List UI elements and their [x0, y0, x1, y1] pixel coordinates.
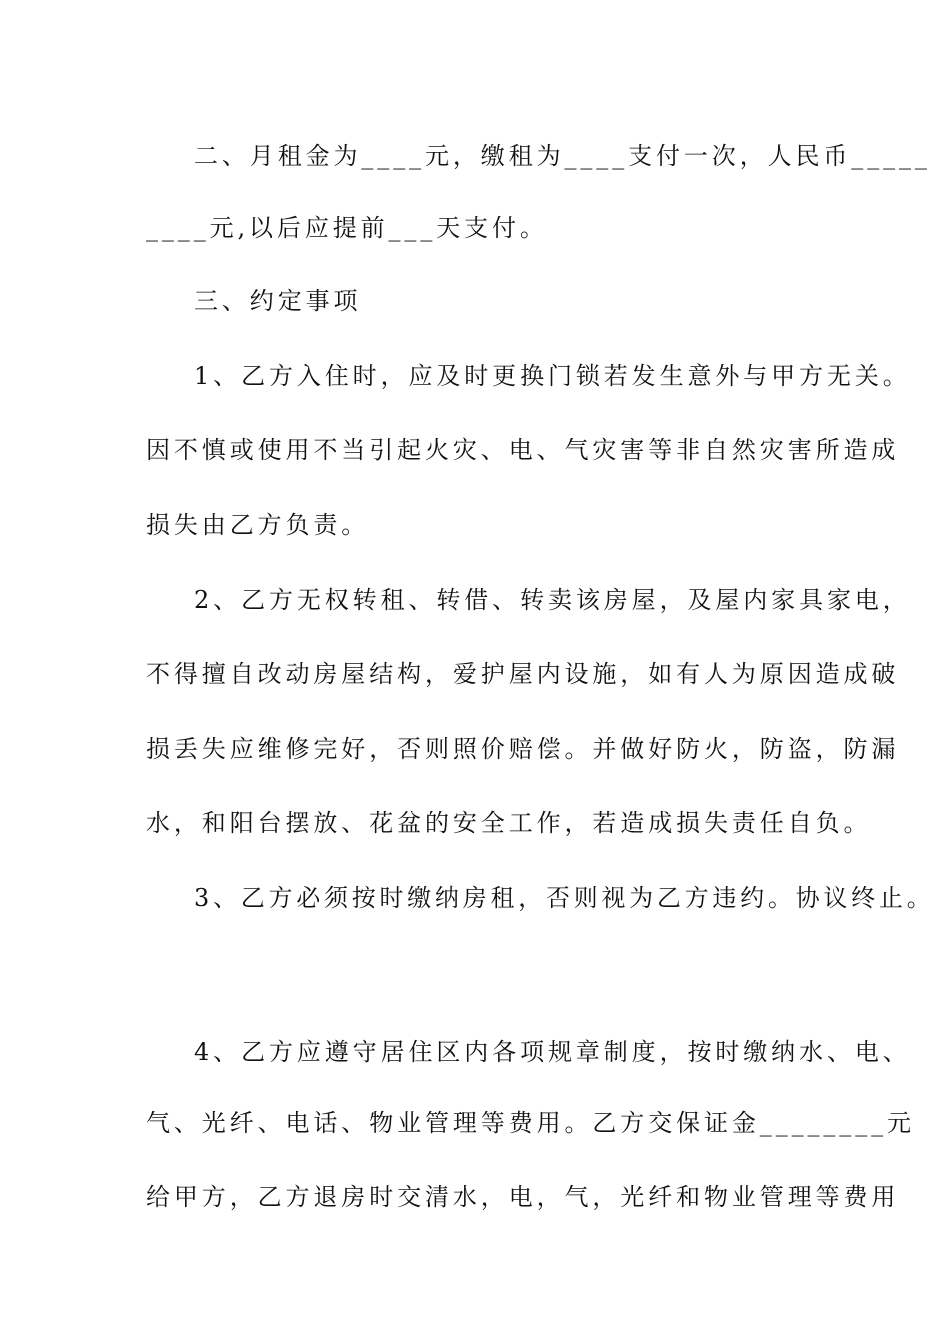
item-2-line-2: 不得擅自改动房屋结构，爱护屋内设施，如有人为原因造成破 — [146, 660, 900, 688]
item-2-line-1: 2、乙方无权转租、转借、转卖该房屋，及屋内家具家电， — [194, 586, 911, 614]
item-1-line-3: 损失由乙方负责。 — [146, 511, 370, 539]
item-1-line-1: 1、乙方入住时，应及时更换门锁若发生意外与甲方无关。 — [194, 362, 911, 390]
item-2-line-3: 损丢失应维修完好，否则照价赔偿。并做好防火，防盗，防漏 — [146, 735, 900, 763]
clause-2-rent-line-2: ____元,以后应提前___天支付。 — [146, 214, 548, 242]
item-4-line-2: 气、光纤、电话、物业管理等费用。乙方交保证金________元 — [146, 1109, 915, 1137]
item-1-line-2: 因不慎或使用不当引起火灾、电、气灾害等非自然灾害所造成 — [146, 436, 900, 464]
clause-2-rent-line-1: 二、月租金为____元，缴租为____支付一次，人民币_____ — [194, 142, 931, 170]
item-4-line-3: 给甲方，乙方退房时交清水，电，气，光纤和物业管理等费用 — [146, 1183, 900, 1211]
item-2-line-4: 水，和阳台摆放、花盆的安全工作，若造成损失责任自负。 — [146, 809, 872, 837]
item-4-line-1: 4、乙方应遵守居住区内各项规章制度，按时缴纳水、电、 — [194, 1038, 911, 1066]
item-3-line-1: 3、乙方必须按时缴纳房租，否则视为乙方违约。协议终止。 — [194, 884, 935, 912]
section-3-heading: 三、约定事项 — [194, 287, 362, 315]
